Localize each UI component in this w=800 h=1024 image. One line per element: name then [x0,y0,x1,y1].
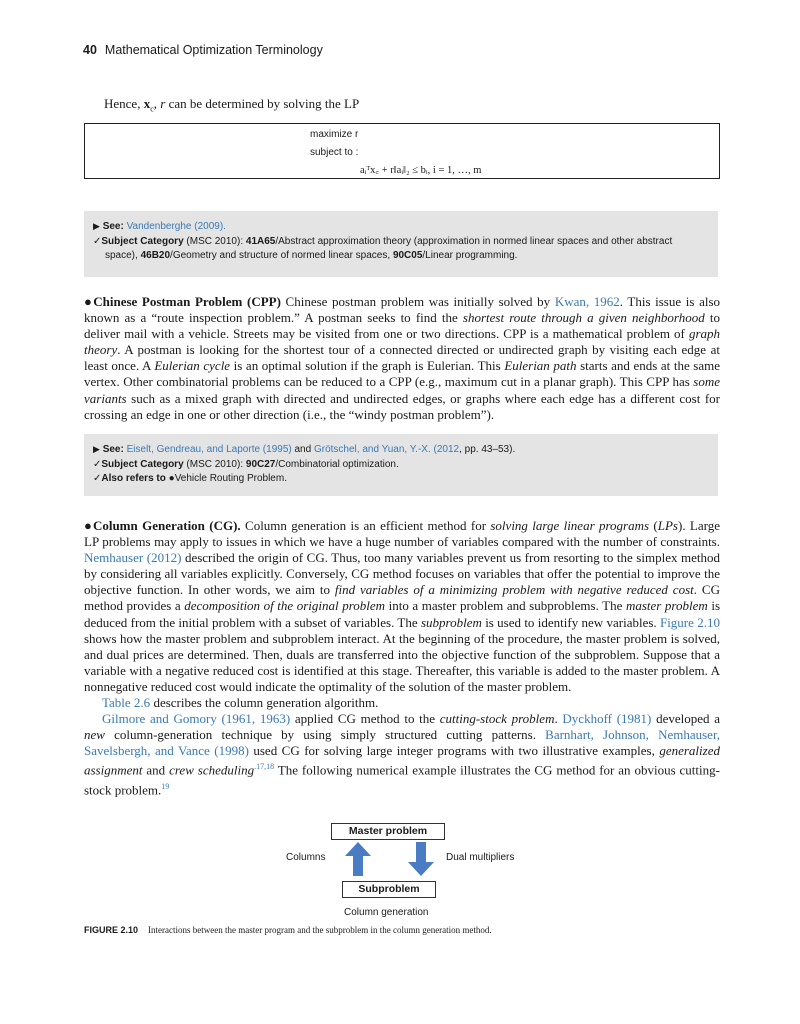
text: ). Large LP problems may apply to issues in which we have a huge number of variables compared with the number of constraints. [84,518,720,550]
down-arrow-icon [408,842,434,876]
emphasis: generalized assignment [84,743,720,778]
page-number: 40 [83,43,97,57]
text: is an optimal solution if the graph is Eulerian. This [230,358,505,374]
text: and [291,444,314,455]
master-problem-box: Master problem [331,823,445,840]
dual-multipliers-label: Dual multipliers [446,852,515,863]
emphasis: subproblem [420,614,482,630]
figure-link[interactable]: Figure 2.10 [659,614,720,630]
bullet-icon: ● [84,518,93,533]
check-icon: ✓ [93,458,102,470]
lp-subject-to: subject to : [310,147,359,158]
cg-entry [84,518,720,798]
emphasis: graph theory [84,326,720,358]
text: . This issue is also known as a “route inspection problem.” A postman seeks to find the [84,294,721,326]
lp-objective: maximize r [310,129,359,140]
triangle-icon: ▶ [93,444,100,454]
text: into a master problem and subproblems. The [385,598,626,614]
up-arrow-icon [345,842,371,876]
see-label: See: [102,221,124,232]
text: to deliver mail with a vehicle. Streets may be visited from one or two directions. CPP is a mathematical problem of [84,310,720,342]
text: and [142,762,170,778]
bullet-icon: ● [168,473,175,484]
msc-text: /Geometry and structure of normed linear spaces, [170,250,393,261]
emphasis: Eulerian cycle [154,358,231,374]
text: describes the column generation algorithm. [150,695,379,711]
msc-label: (MSC 2010): [183,235,246,247]
text: . A postman is looking for the shortest tour of a connected directed or undirected graph by visiting each edge at least once. A [84,342,720,374]
emphasis: crew scheduling [169,762,255,778]
emphasis: find variables of a minimizing problem with negative reduced cost [334,582,694,598]
emphasis: LPs [657,518,678,533]
figure-caption-label: FIGURE 2.10 [84,925,139,935]
text: applied CG method to the [290,711,440,727]
entry-term: Chinese Postman Problem (CPP) [93,294,281,309]
text: , pp. 43–53). [459,444,516,455]
text: developed a [651,711,720,727]
text: column-generation technique by using simply structured cutting patterns. [104,727,546,743]
msc-text: space), [105,250,141,261]
lp-intro-sub: c [150,104,154,114]
text: is deduced from the initial problem with a subset of variables. The [84,598,720,630]
figure-2-10 [0,815,800,955]
entry-term: Column Generation (CG). [92,518,241,533]
text: used CG for solving large integer programs with two illustrative examples, [248,743,660,759]
text: starts and ends at the same vertex. Other combinatorial problems can be reduced to a CPP (e.g., maximum cut in a planar graph). This CPP has [84,358,721,390]
bullet-icon: ● [84,294,94,309]
ref-link[interactable]: Kwan, 1962 [554,294,620,309]
msc-text: /Linear programming. [422,250,518,261]
subject-label: Subject Category [101,235,184,247]
text: . CG method provides a [84,582,720,614]
text: described the origin of CG. Thus, too many variables prevent us from resorting to the simplex method by considering all variables explicitly. Conversely, CG method focuses on variables that offer the potential to improve the objective function. In other words, we aim to [84,550,720,598]
figure-caption [84,925,492,935]
check-icon: ✓ [93,235,102,247]
emphasis: new [84,727,105,743]
triangle-icon: ▶ [93,221,100,231]
see-label: See: [102,444,124,455]
also-refers-label: Also refers to [101,473,169,484]
subject-label: Subject Category [101,458,184,470]
lp-intro-x: x [143,96,151,111]
text: such as a mixed graph with directed and undirected edges, or graphs where each edge has a different cost for crossing an edge in one or other direction (i.e., the “windy postman problem”). [84,390,720,422]
ref-link[interactable]: Barnhart, Johnson, Nemhauser, Savelsbergh, and Vance (1998) [84,727,720,759]
emphasis: cutting-stock problem [439,711,555,727]
msc-text: /Abstract approximation theory (approximation in normed linear spaces and other abstract [275,235,673,247]
msc-label: (MSC 2010): [183,458,246,470]
ref-link[interactable]: Grötschel, and Yuan, Y.-X. (2012 [313,444,460,455]
figure-caption-text: Interactions between the master program and the subproblem in the column generation method. [148,925,492,935]
emphasis: Eulerian path [504,358,577,374]
lp-intro-prefix: Hence, [104,96,144,111]
also-refers-link[interactable]: Vehicle Routing Problem. [174,473,287,484]
lp-intro [104,96,359,114]
msc-code: 41A65 [245,235,276,247]
see-also-box-2 [84,434,718,496]
columns-label: Columns [286,852,326,863]
text: ( [649,518,658,533]
down-arrow-shape [408,842,434,876]
ref-link[interactable]: Nemhauser (2012) [84,550,182,566]
msc-text: /Combinatorial optimization. [275,458,399,470]
emphasis: master problem [625,598,708,614]
text: is used to identify new variables. [481,614,660,630]
lp-constraint: aᵢᵀx꜀ + r‖aᵢ‖₂ ≤ bᵢ, i = 1, …, m [360,165,482,176]
msc-code: 90C05 [392,250,423,261]
ref-link-vandenberghe[interactable]: Vandenberghe (2009). [126,221,226,232]
ref-link[interactable]: Gilmore and Gomory (1961, 1963) [102,711,291,727]
footnote-ref[interactable]: .17,18 [254,762,275,772]
table-link[interactable]: Table 2.6 [102,695,151,711]
ref-link[interactable]: Eiselt, Gendreau, and Laporte (1995) [126,444,292,455]
emphasis: shortest route through a given neighborhood [462,310,705,326]
emphasis: some variants [84,374,720,406]
check-icon: ✓ [93,473,102,484]
emphasis: solving large linear programs [490,518,650,533]
msc-code: 46B20 [140,250,171,261]
footnote-ref[interactable]: 19 [161,781,170,791]
lp-intro-suffix: can be determined by solving the LP [165,96,360,111]
lp-formulation-box [84,123,720,179]
emphasis: decomposition of the original problem [184,598,386,614]
cpp-entry [84,294,720,423]
text: shows how the master problem and subproblem interact. At the beginning of the procedure, the master problem is solved, and dual prices are determined. Then, duals are transferred into the objective function of the subproblem. Suppose that a variable with a negative reduced cost is identified at this stage. Thereafter, this variable is added to the master problem. A nonnegative reduced cost would indicate the optimality of the solution of the master problem. [84,630,720,694]
running-title: Mathematical Optimization Terminology [104,43,323,57]
ref-link[interactable]: Dyckhoff (1981) [562,711,652,727]
text: Column generation is an efficient method for [240,518,491,533]
text: Chinese postman problem was initially solved by [280,294,555,309]
column-generation-label: Column generation [344,907,429,918]
running-head [83,43,323,57]
up-arrow-shape [345,842,371,876]
msc-code: 90C27 [245,458,276,470]
text: . [554,711,563,727]
lp-intro-r: , r [153,96,166,111]
text: The following numerical example illustrates the CG method for an obvious cutting-stock problem. [84,762,720,798]
see-also-box-1 [84,211,718,277]
subproblem-box: Subproblem [342,881,436,898]
